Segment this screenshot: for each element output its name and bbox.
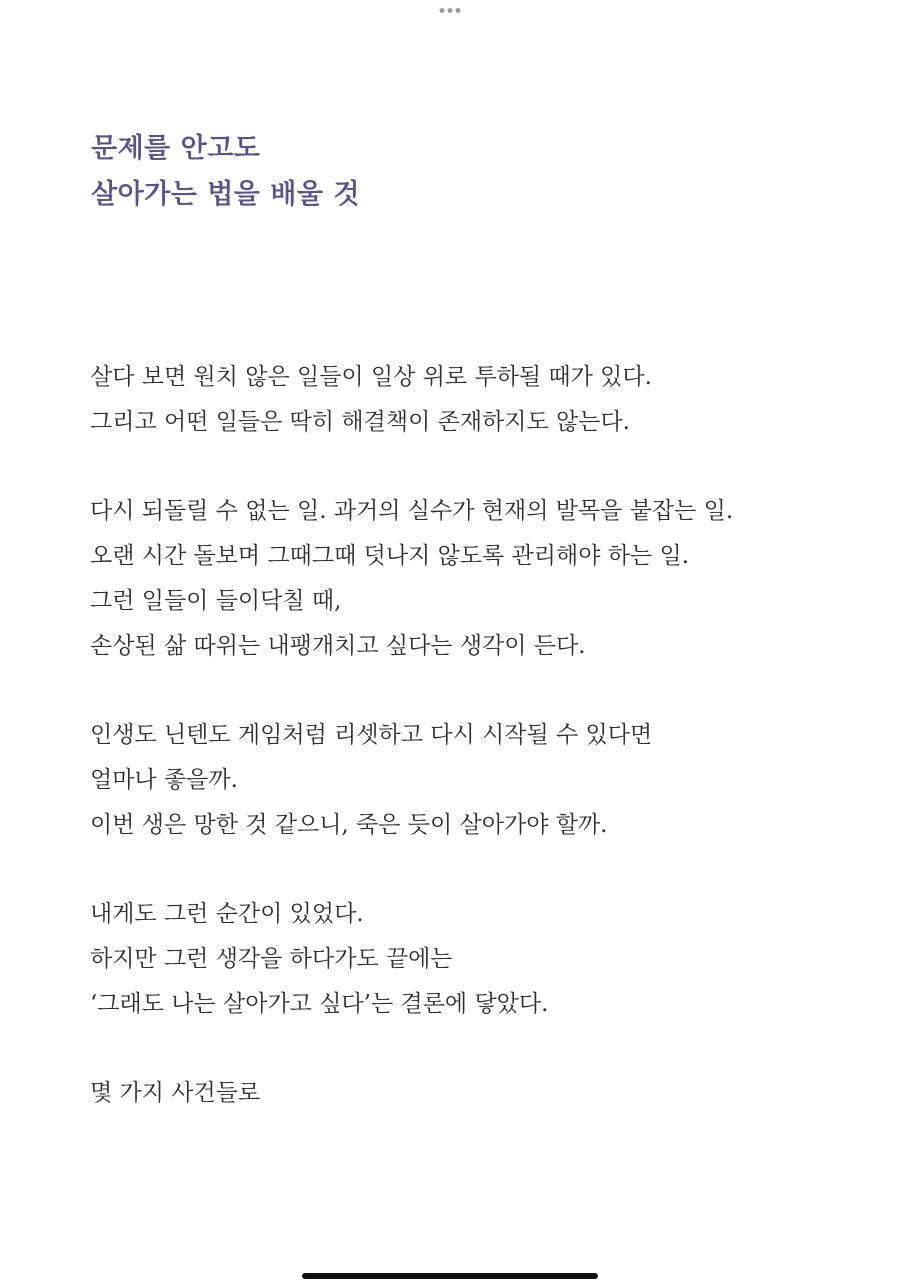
text-line: 그리고 어떤 일들은 딱히 해결책이 존재하지도 않는다. [90,409,630,435]
title-line-1: 문제를 안고도 [91,133,261,164]
text-line: 그런 일들이 들이닥칠 때, [90,588,342,614]
more-dots-icon[interactable] [440,8,461,13]
title-line-2: 살아가는 법을 배울 것 [91,179,360,210]
dot [440,8,445,13]
text-line: 내게도 그런 순간이 있었다. [90,901,364,927]
text-line: 오랜 시간 돌보며 그때그때 덧나지 않도록 관리해야 하는 일. [90,543,690,569]
home-indicator[interactable] [302,1273,598,1279]
text-line: 인생도 닌텐도 게임처럼 리셋하고 다시 시작될 수 있다면 [90,722,653,748]
paragraph-5 [90,1071,870,1116]
paragraph-4 [90,892,870,1027]
paragraph-3 [90,713,870,848]
dot [456,8,461,13]
text-line: 하지만 그런 생각을 하다가도 끝에는 [90,946,453,972]
text-line: 다시 되돌릴 수 없는 일. 과거의 실수가 현재의 발목을 붙잡는 일. [90,498,734,524]
body-text [90,355,870,1160]
paragraph-2 [90,489,870,669]
paragraph-1 [90,355,870,445]
text-line: 얼마나 좋을까. [90,767,238,793]
text-line: 몇 가지 사건들로 [90,1080,261,1106]
text-line: 손상된 삶 따위는 내팽개치고 싶다는 생각이 든다. [90,633,586,659]
text-line: 이번 생은 망한 것 같으니, 죽은 듯이 살아가야 할까. [90,812,608,838]
page-title [91,126,360,218]
dot [448,8,453,13]
text-line: ‘그래도 나는 살아가고 싶다’는 결론에 닿았다. [90,991,549,1017]
text-line: 살다 보면 원치 않은 일들이 일상 위로 투하될 때가 있다. [90,364,652,390]
